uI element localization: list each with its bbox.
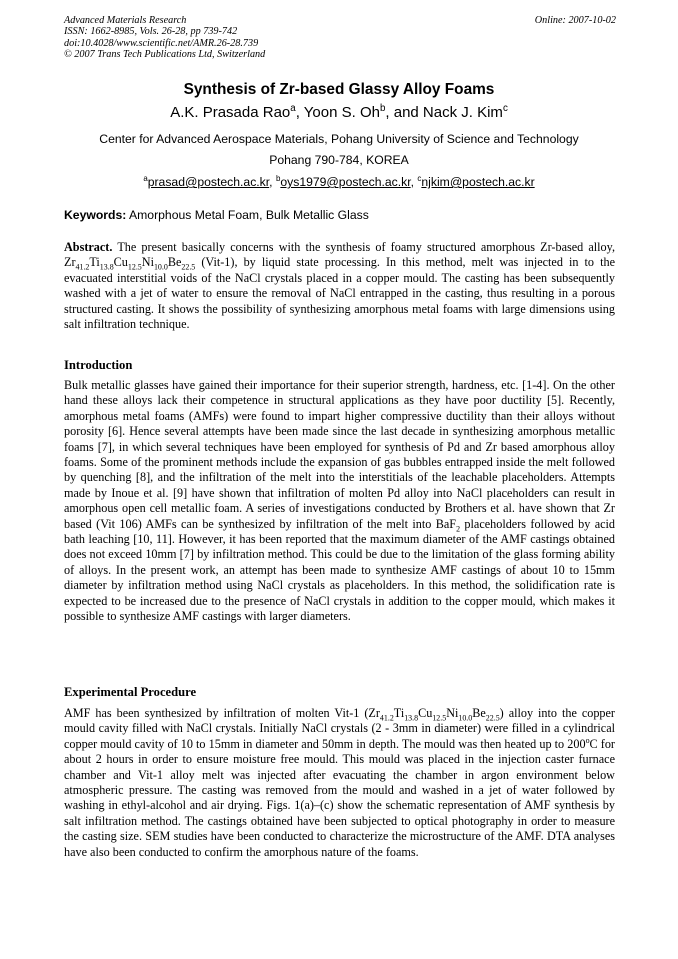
section-heading-experimental: Experimental Procedure: [64, 685, 197, 699]
abstract-text: The present basically concerns with the synthesis of foamy structured amorphous Zr-based alloy,: [112, 240, 615, 254]
alloy-formula: [368, 706, 500, 723]
author-separator: ,: [295, 104, 304, 121]
email-list: [0, 175, 678, 189]
formula-subscript: 22.5: [181, 262, 196, 272]
formula-element: Ti: [393, 706, 405, 720]
experimental-paragraph: [64, 706, 615, 860]
formula-element: Zr: [368, 706, 380, 720]
online-date: Online: 2007-10-02: [534, 15, 616, 26]
formula-element: Be: [167, 255, 182, 270]
journal-name: Advanced Materials Research: [64, 15, 187, 26]
paper-title: Synthesis of Zr-based Glassy Alloy Foams: [183, 81, 495, 98]
email-link[interactable]: prasad@postech.ac.kr: [147, 175, 270, 189]
email-mark: b: [275, 173, 281, 183]
formula-element: Cu: [113, 255, 128, 270]
author-mark: a: [290, 103, 296, 114]
formula-subscript: 12.5: [127, 262, 142, 272]
paragraph-text: Bulk metallic glasses have gained their importance for their superior strength, hardness, etc. [1-4]. On the other hand these alloys lack their competence in structural applications as they have poor ductility [5]. Recently, amorphous metal foams (AMFs) were found to impart higher compressive ductility than their alloys without porosity [6]. Hence several attempts have been made since the last decade in synthesizing amorphous metallic foams [7], in which several techniques have been employed for synthesis of Pd and Zr based amorphous alloy foams. Some of the prominent methods include the expansion of gas bubbles entrapped inside the melt followed by quenching [8], and the infiltration of the melt into the interstitials of the leachable placeholders. Attempts made by Inoue et al. [9] have shown that infiltration of molten Pd alloy into NaCl placeholders can result in amorphous open cell metallic foam. A series of investigations conducted by Brothers et al. have shown that Zr based (Vit 106) AMFs can be synthesized by infiltration of the melt into BaF: [64, 378, 615, 531]
issn-line: ISSN: 1662-8985, Vols. 26-28, pp 739-742: [64, 26, 238, 38]
email-mark: c: [417, 173, 422, 183]
introduction-paragraph: [64, 378, 615, 625]
formula-subscript: 10.0: [458, 713, 473, 723]
email-mark: a: [143, 173, 148, 183]
page-header: [64, 15, 616, 61]
paragraph-text: C for about 2 hours in order to ensure moisture free mould. This mould was placed in the injection caster furnace chamber and Vit-1 alloy melt was injected after evacuating the chamber in argon environment below atmospheric pressure. The casting was removed from the mould and washed in a jet of water followed by washing in ethyl-alcohol and air drying. Figs. 1(a)–(c) show the schematic representation of AMF synthesis by salt infiltration method. The castings obtained have been subjected to optical photography in order to measure the casting size. SEM studies have been conducted to characterize the microstructure of the AMF. DTA analyses have also been conducted to confirm the amorphous nature of the foams.: [64, 736, 615, 859]
formula-subscript: 22.5: [485, 713, 500, 723]
keywords: [64, 208, 369, 222]
formula-element: Ni: [446, 706, 459, 720]
abstract-label: Abstract.: [64, 240, 113, 254]
formula-element: Ti: [89, 255, 100, 270]
author-name: A.K. Prasada Rao: [170, 104, 291, 121]
email-link[interactable]: oys1979@postech.ac.kr: [280, 175, 411, 189]
degree-mark: o: [585, 735, 590, 745]
formula-subscript: 13.8: [99, 262, 114, 272]
formula-element: Zr: [64, 255, 76, 270]
alloy-formula: [64, 255, 196, 272]
affiliation-address: Pohang 790-784, KOREA: [269, 153, 409, 167]
author-name: Yoon S. Oh: [303, 104, 380, 121]
section-heading-introduction: Introduction: [64, 358, 133, 372]
formula-subscript: 41.2: [75, 262, 90, 272]
formula-element: Ni: [141, 255, 154, 270]
paragraph-text: AMF has been synthesized by infiltration of molten Vit-1 (: [64, 706, 369, 720]
author-separator: , and: [385, 104, 423, 121]
formula-subscript: 2: [456, 524, 461, 534]
keywords-text: Amorphous Metal Foam, Bulk Metallic Glass: [126, 208, 369, 222]
author-mark: c: [502, 103, 508, 114]
paragraph-text: placeholders followed by acid bath leaching [10, 11]. However, it has been reported that the maximum diameter of the AMF castings obtained does not exceed 10mm [7] by infiltration method. This could be due to the limitation of the glass forming ability of alloys. In the present work, an attempt has been made to synthesize AMF castings of about 10 to 15mm diameter by infiltration method using NaCl crystals as placeholders. In this method, the solidification rate is expected to be increased due to the presence of NaCl crystals in addition to the copper mould, which makes it possible to synthesize AMF castings with larger diameters.: [64, 516, 615, 624]
doi-line: doi:10.4028/www.scientific.net/AMR.26-28.739: [64, 37, 259, 49]
copyright-line: © 2007 Trans Tech Publications Ltd, Switzerland: [64, 49, 266, 61]
author-name: Nack J. Kim: [422, 104, 503, 121]
author-list: [0, 104, 678, 121]
formula-subscript: 10.0: [153, 262, 168, 272]
abstract-text: (Vit-1), by liquid state processing. In this method, melt was injected in to the evacuated interstitial voids of the NaCl crystals placed in a copper mould. The casting has been subsequently washed with a jet of water to ensure the removal of NaCl entrapped in the casting, thus resulting in a porous structured casting. It shows the possibility of synthesizing amorphous metal foams with large dimensions using salt infiltration technique.: [64, 255, 615, 332]
formula-element: Cu: [418, 706, 433, 720]
formula-subscript: 13.8: [404, 713, 419, 723]
formula-element: Be: [472, 706, 486, 720]
formula-subscript: 41.2: [379, 713, 394, 723]
email-separator: ,: [410, 175, 418, 189]
author-mark: b: [379, 103, 386, 114]
paragraph-text: ) alloy into the copper mould cavity filled with NaCl crystals. Initially NaCl crystals (2 - 3mm in diameter) were filled in a cylindrical copper mould cavity of 10 to 15mm in diameter and 50mm in depth. The mould was then heated up to 200: [64, 706, 615, 751]
affiliation-line: Center for Advanced Aerospace Materials, Pohang University of Science and Technology: [99, 132, 579, 146]
email-link[interactable]: njkim@postech.ac.kr: [421, 175, 535, 189]
abstract: [64, 240, 615, 332]
keywords-label: Keywords:: [64, 208, 127, 222]
formula-subscript: 12.5: [432, 713, 447, 723]
email-separator: ,: [269, 175, 276, 189]
